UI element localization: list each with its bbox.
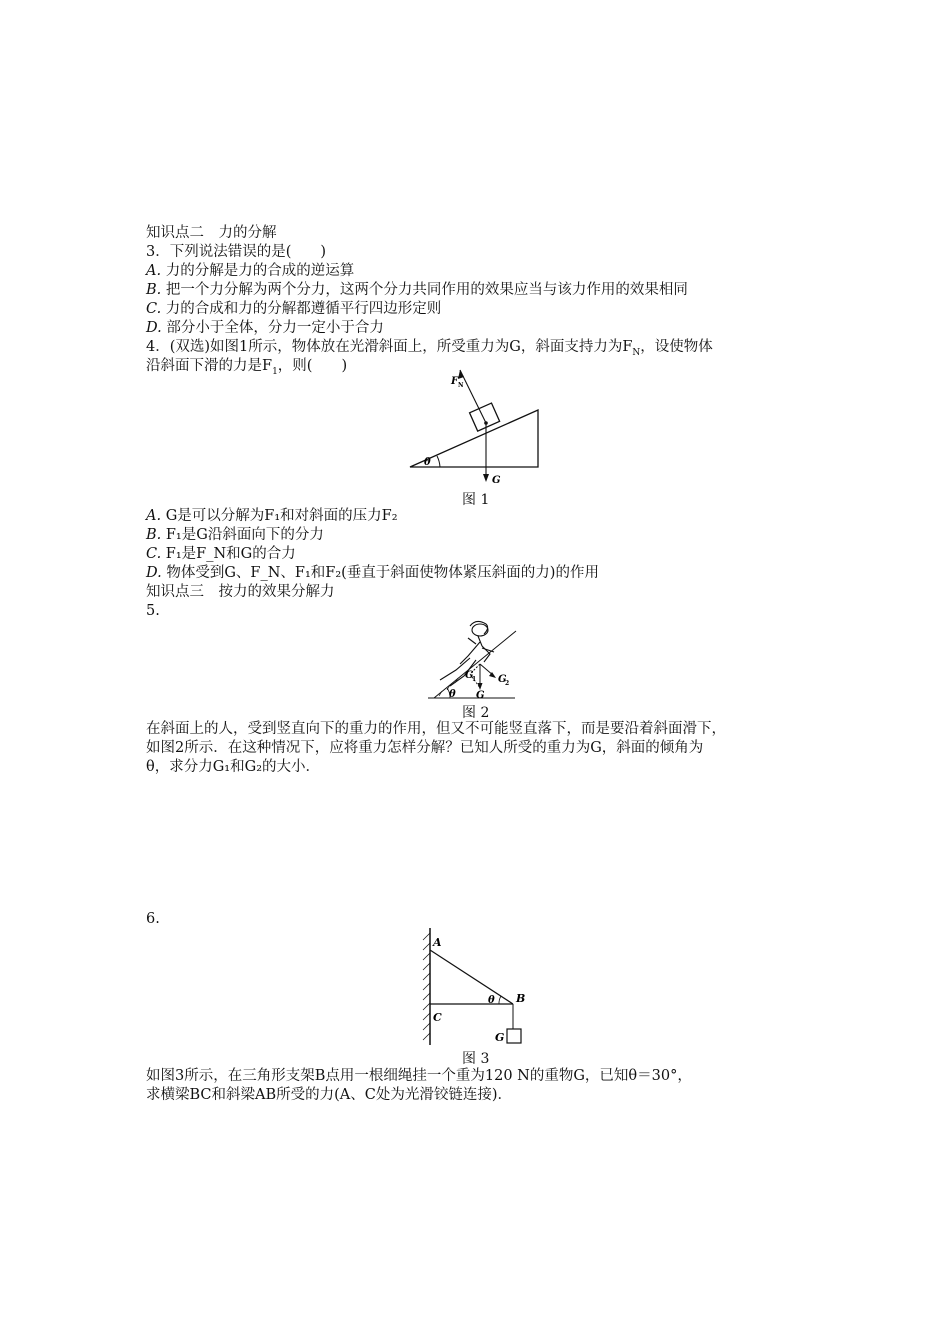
option-text: 物体受到G、F_N、F₁和F₂(垂直于斜面使物体紧压斜面的力)的作用 [161,565,599,581]
q3-stem: 3．下列说法错误的是( ) [146,244,327,260]
figure-3-bracket [418,925,538,1050]
option-key: A. [146,508,162,524]
normal-force-label: F [451,376,459,387]
option-key: D. [146,565,162,581]
angle-arc [499,996,501,1004]
slope-line [434,631,516,698]
option-text: 力的分解是力的合成的逆运算 [161,263,355,279]
figure-1-caption: 图 1 [462,492,490,508]
q3-option-a [146,262,354,280]
option-text: 部分小于全体，分力一定小于合力 [161,320,384,336]
option-text: 把一个力分解为两个分力，这两个分力共同作用的效果应当与该力作用的效果相同 [161,282,688,298]
subscript: 1 [272,366,278,377]
stem-text: ，设使物体 [640,339,713,355]
stem-text: 沿斜面下滑的力是F [146,358,273,374]
figure-2-person-on-slope [420,618,530,703]
subscript: N [632,347,641,358]
q6-number: 6. [146,911,160,927]
angle-arc [437,456,440,467]
q3-option-c [146,300,441,318]
normal-force-label-sub: N [458,382,464,389]
label-g: G [495,1031,505,1044]
q5-number: 5. [146,603,160,619]
gravity-label: G [492,475,501,486]
q4-option-a [146,507,398,525]
q6-text-line-2: 求横梁BC和斜梁AB所受的力(A、C处为光滑铰链连接)． [146,1087,513,1103]
option-text: F₁是F_N和G的合力 [161,546,296,562]
q4-option-d [146,564,599,582]
option-text: 力的合成和力的分解都遵循平行四边形定则 [161,301,442,317]
block [470,403,500,431]
stem-text: ，则( ) [277,358,348,374]
option-key: B. [146,527,162,543]
q4-stem-line2 [146,357,347,381]
g1-label-sub: 1 [472,676,477,683]
q6-text-line-1: 如图3所示，在三角形支架B点用一根细绳挂一个重为120 N的重物G，已知θ＝30°， [146,1068,692,1084]
label-a: A [433,936,442,949]
g2-label: G [498,674,507,685]
q3-option-b [146,281,688,299]
q5-text-line-2: 如图2所示．在这种情况下，应将重力怎样分解？已知人所受的重力为G，斜面的倾角为 [146,740,704,756]
figure-3-caption: 图 3 [462,1051,490,1067]
wall-hatch [423,933,430,1040]
option-key: C. [146,301,162,317]
beam-ab [430,950,513,1004]
stem-text: 4．(双选)如图1所示，物体放在光滑斜面上，所受重力为G，斜面支持力为F [146,339,633,355]
q4-option-c [146,545,296,563]
option-key: D. [146,320,162,336]
option-key: C. [146,546,162,562]
q5-text-line-3: θ，求分力G₁和G₂的大小． [146,759,321,775]
q3-option-d [146,319,384,337]
angle-label: θ [424,457,431,468]
angle-label: θ [488,995,495,1006]
gravity-arrowhead [483,474,489,482]
option-text: F₁是G沿斜面向下的分力 [161,527,324,543]
g-label: G [476,690,485,701]
option-key: B. [146,282,162,298]
figure-1-incline [400,370,550,490]
g1-label: G [465,670,474,681]
gravity-arrowhead [478,683,483,690]
q4-option-b [146,526,324,544]
option-key: A. [146,263,162,279]
figure-2-caption: 图 2 [462,705,490,721]
weight-box [507,1029,521,1043]
section-heading-3: 知识点三 按力的效果分解力 [146,584,335,600]
label-b: B [516,992,526,1005]
angle-label: θ [449,689,456,700]
label-c: C [433,1011,442,1024]
q5-text-line-1: 在斜面上的人，受到竖直向下的重力的作用，但又不可能竖直落下，而是要沿着斜面滑下， [146,721,726,737]
g2-label-sub: 2 [505,680,510,687]
section-heading-2: 知识点二 力的分解 [146,225,277,241]
option-text: G是可以分解为F₁和对斜面的压力F₂ [161,508,398,524]
